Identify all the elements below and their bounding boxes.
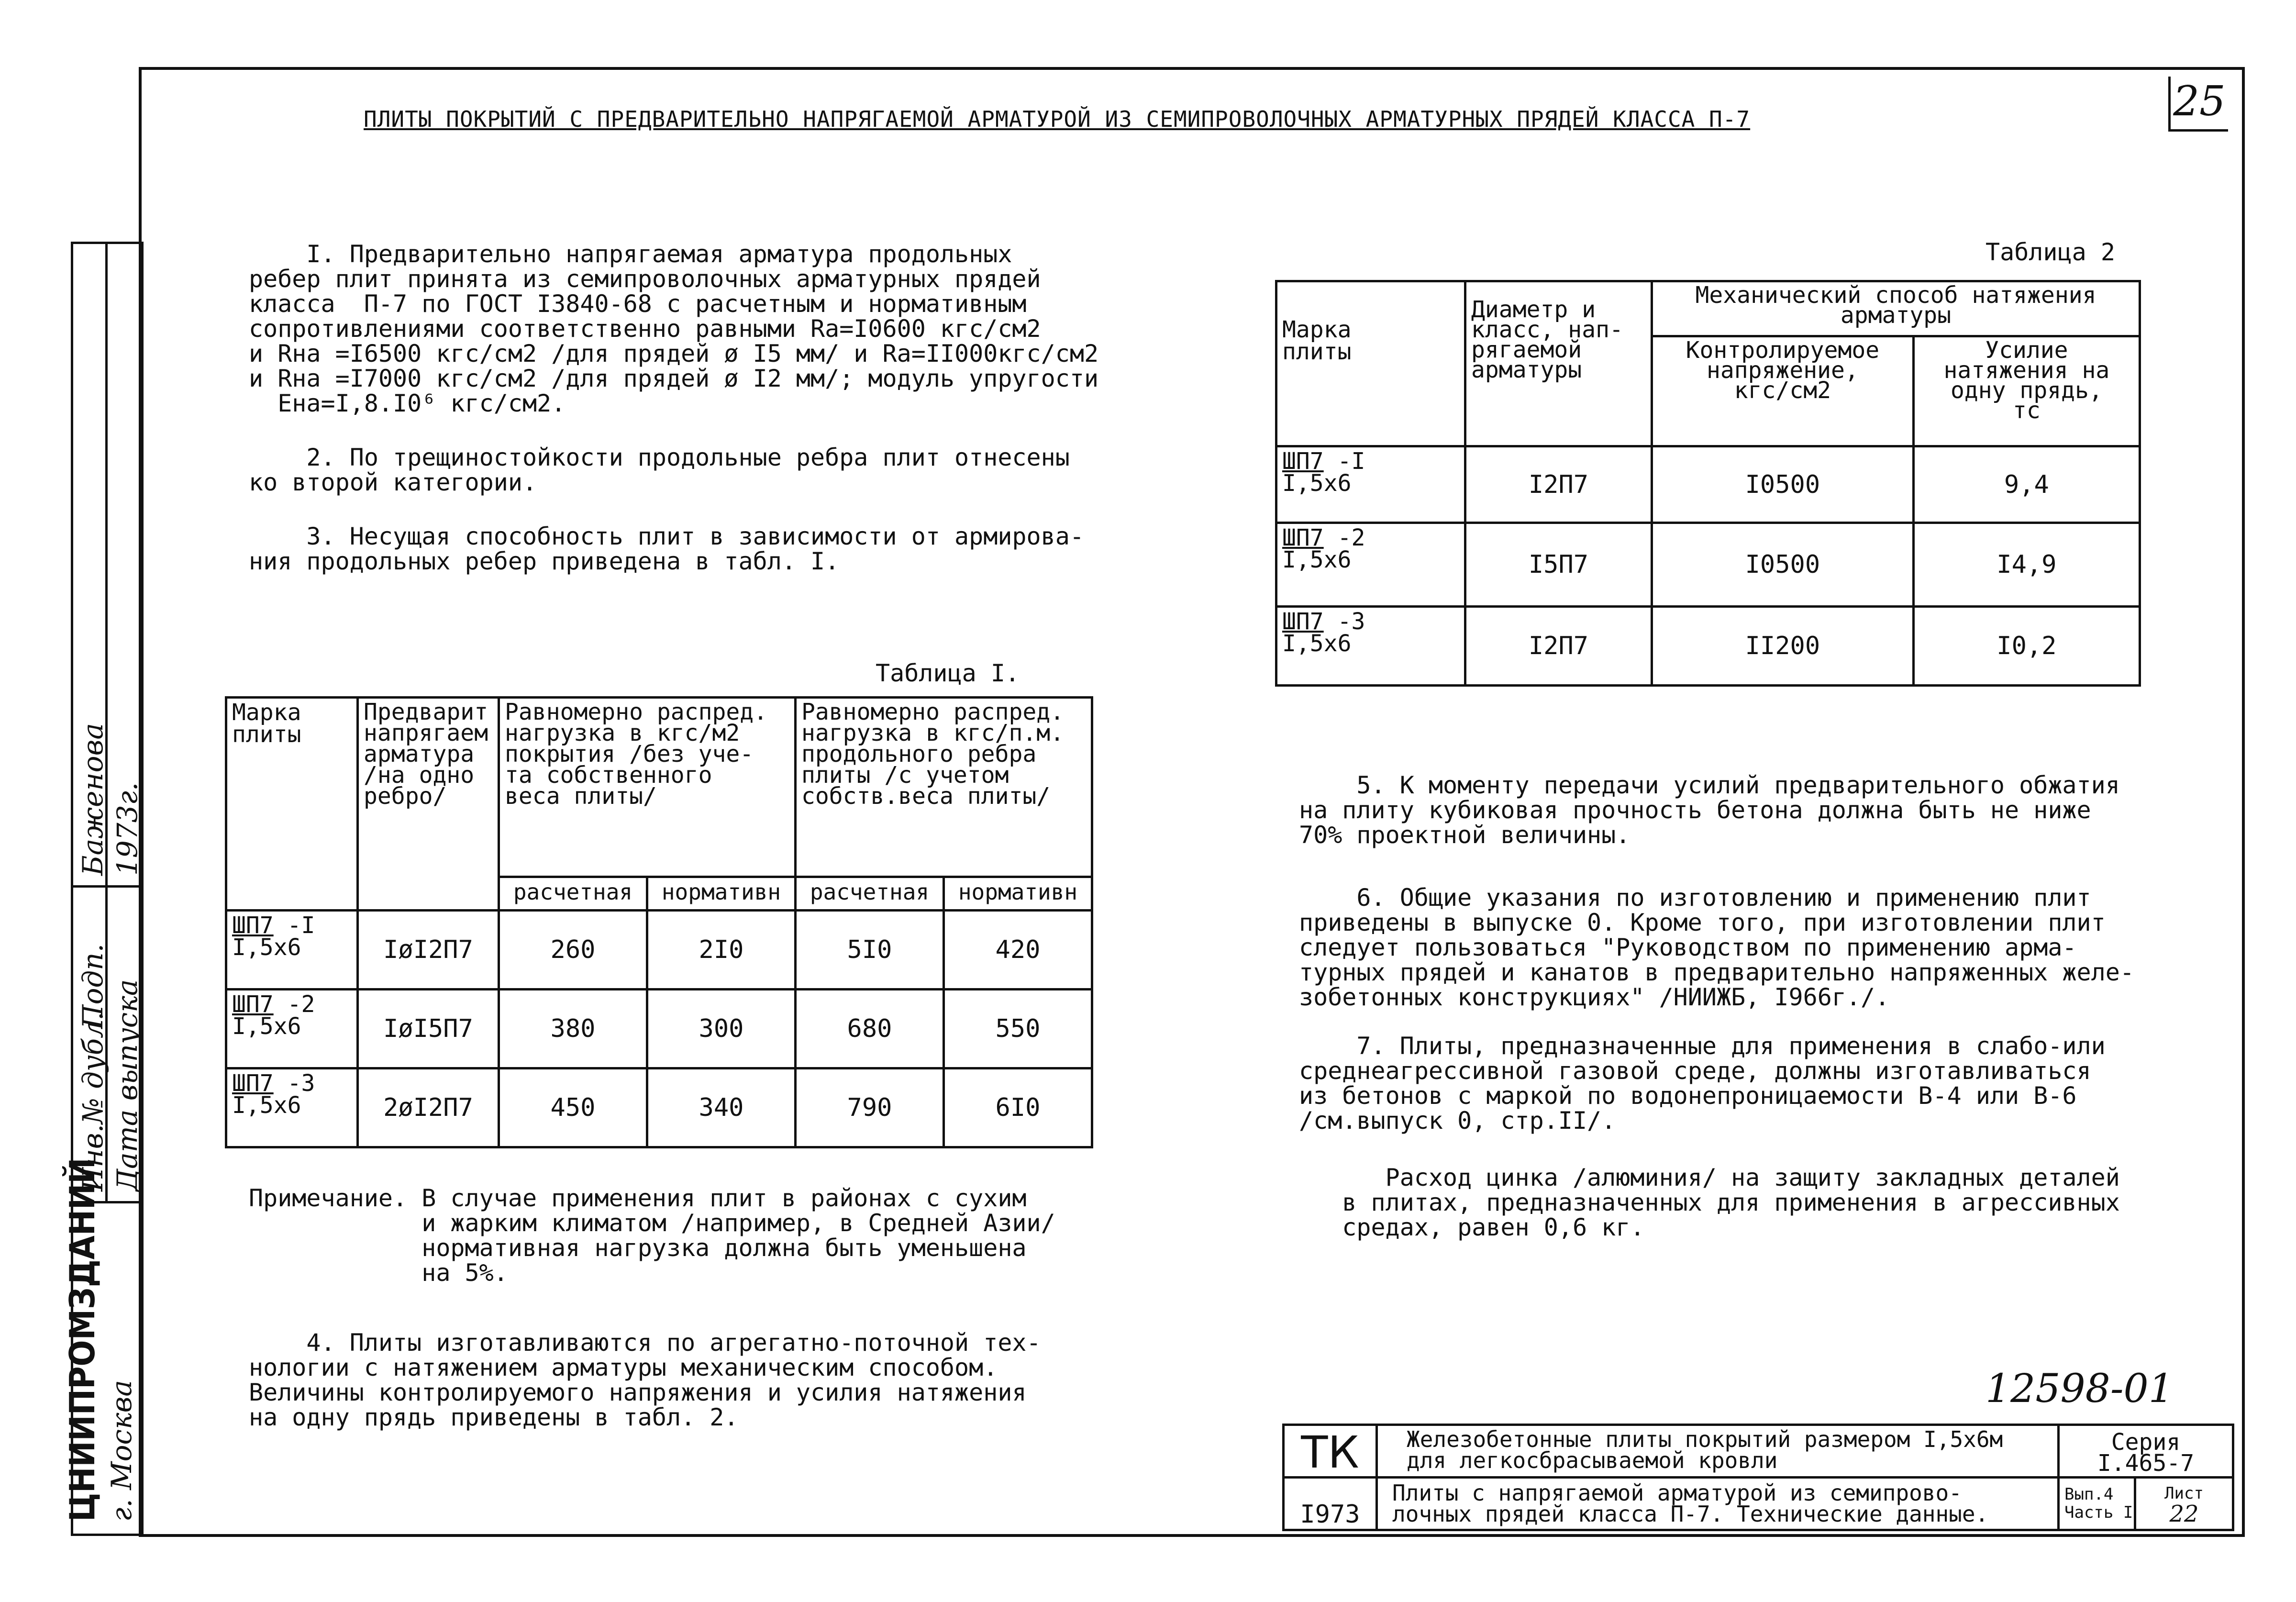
table2-cell: I0,2 [1913,607,2140,686]
table2-sub-2: Усилие натяжения на одну прядь, тс [1913,336,2140,446]
table1-rebar: IøI5П7 [358,990,499,1068]
paragraph-3: 3. Несущая способность плит в зависимости от армирова- ния продольных ребер приведена в табл. I. [249,523,1084,575]
stamp-issue-cell: Вып.4 Часть I [2057,1476,2136,1531]
margin-date-label: Дата выпуска [111,979,144,1191]
table2-caption: Таблица 2 [1985,238,2115,266]
inventory-number: 12598-01 [1985,1366,2174,1412]
table1-sub-1: расчетная [499,877,647,911]
table-row [226,1068,1092,1147]
table2-mark: ШП7 -3 I,5x6 [1276,607,1465,686]
table1-mark: ШП7 -I I,5x6 [226,911,358,990]
margin-city: г. Москва [105,1380,138,1522]
table1 [225,696,1093,1148]
table1-sub-3: расчетная [795,877,943,911]
stamp-title-bottom: Плиты с напрягаемой арматурой из семипрово- лочных прядей класса П-7. Технические данные. [1375,1476,2060,1531]
table1-header-group2: Равномерно распред. нагрузка в кгс/п.м. продольного ребра плиты /с учетом собств.веса плиты/ [795,698,1092,877]
table1-mark: ШП7 -2 I,5x6 [226,990,358,1068]
table1-header-mark: Марка плиты [226,698,358,911]
table2-mark: ШП7 -I I,5x6 [1276,446,1465,523]
table2-header-group: Механический способ натяжения арматуры [1652,281,2140,336]
table1-header-rebar: Предварит напрягаем арматура /на одно ребро/ [358,698,499,911]
table2-cell: 9,4 [1913,446,2140,523]
margin-code: Инв.№ дубл. [77,1012,109,1191]
page-number: 25 [2168,77,2228,132]
margin-divider-vertical [71,242,73,1201]
stamp-year-cell: I973 [1282,1476,1378,1531]
margin-divider-h1 [71,885,139,888]
stamp-title-top: Железобетонные плиты покрытий размером I,5x6м для легкосбрасываемой кровли [1375,1424,2060,1479]
paragraph-1: I. Предварительно напрягаемая арматура продольных ребер плит принята из семипроволочных арматурных прядей класса П-7 по ГОСТ I3840-68 с расчетным и нормативным сопротивлениями соответственно равными Ra=I0600 кгс/см2 и Rнa =I6500 кгс/см2 /для прядей ø I5 мм/ и Ra=II000кгс/см2 и Rнa =I7000 кгс/см2 /для прядей ø I2 мм/; модуль упругости Eнa=I,8.I0⁶ кгс/см2. [249,240,1099,417]
table1-cell: 450 [499,1068,647,1147]
stamp-series-cell: Серия I.465-7 [2057,1424,2234,1479]
table2-header-diam: Диаметр и класс, нап- рягаемой арматуры [1465,281,1652,446]
table1-rebar: IøI2П7 [358,911,499,990]
paragraph-zinc: Расход цинка /алюминия/ на защиту закладных деталей в плитах, предназначенных для применения в агрессивных средах, равен 0,6 кг. [1342,1164,2120,1241]
table1-cell: 2I0 [647,911,795,990]
table1-cell: 6I0 [943,1068,1092,1147]
table2-cell: I0500 [1652,446,1914,523]
page-title: ПЛИТЫ ПОКРЫТИЙ С ПРЕДВАРИТЕЛЬНО НАПРЯГАЕМОЙ АРМАТУРОЙ ИЗ СЕМИПРОВОЛОЧНЫХ АРМАТУРНЫХ ПРЯДЕЙ КЛАССА П-7 [364,106,1751,132]
margin-name: Баженова [77,723,109,876]
table1-cell: 260 [499,911,647,990]
table2-cell: I2П7 [1465,607,1652,686]
margin-year: 1973г. [111,782,144,876]
table2-cell: I5П7 [1465,523,1652,607]
table1-rebar: 2øI2П7 [358,1068,499,1147]
paragraph-2: 2. По трещиностойкости продольные ребра плит отнесены ко второй категории. [249,444,1070,496]
table-row [1276,607,2140,686]
note: Примечание. В случае применения плит в районах с сухим и жарким климатом /например, в Средней Азии/ нормативная нагрузка должна быть уменьшена на 5%. [249,1184,1055,1287]
table1-header-group1: Равномерно распред. нагрузка в кгс/м2 покрытия /без уче- та собственного веса плиты/ [499,698,796,877]
table2-cell: II200 [1652,607,1914,686]
margin-sign: Подп. [77,943,109,1029]
stamp-sheet-cell: Лист 22 [2134,1476,2234,1531]
table1-mark: ШП7 -3 I,5x6 [226,1068,358,1147]
table1-cell: 380 [499,990,647,1068]
table1-cell: 550 [943,990,1092,1068]
table2-mark: ШП7 -2 I,5x6 [1276,523,1465,607]
table1-cell: 5I0 [795,911,943,990]
table1-cell: 680 [795,990,943,1068]
paragraph-6: 6. Общие указания по изготовлению и применению плит приведены в выпуске 0. Кроме того, при изготовлении плит следует пользоваться "Руководством по применению арма- турных прядей и канатов в предварительно напряженных желе- зобетонных конструкциях" /НИИЖБ, I966г./. [1299,884,2134,1011]
table1-sub-4: нормативн [943,877,1092,911]
title-block [1282,1424,2234,1531]
table1-cell: 420 [943,911,1092,990]
stamp-tk-cell: ТК [1282,1424,1378,1479]
table2-header-mark: Марка плиты [1276,281,1465,446]
paragraph-5: 5. К моменту передачи усилий предварительного обжатия на плиту кубиковая прочность бетона должна быть не ниже 70% проектной величины. [1299,771,2120,849]
table1-sub-2: нормативн [647,877,795,911]
table1-cell: 300 [647,990,795,1068]
table1-caption: Таблица I. [876,659,1020,687]
paragraph-7: 7. Плиты, предназначенные для применения в слабо-или среднеагрессивной газовой среде, должны изготавливаться из бетонов с маркой по водонепроницаемости В-4 или В-6 /см.выпуск 0, стр.II/. [1299,1032,2106,1135]
table2-cell: I0500 [1652,523,1914,607]
margin-org: ЦНИИПРОМЗДАНИЙ [62,1157,102,1522]
table2-sub-1: Контролируемое напряжение, кгс/см2 [1652,336,1914,446]
table2-cell: I2П7 [1465,446,1652,523]
table1-cell: 340 [647,1068,795,1147]
table1-cell: 790 [795,1068,943,1147]
table-row [226,990,1092,1068]
table2 [1275,280,2141,687]
paragraph-4: 4. Плиты изготавливаются по агрегатно-поточной тех- нологии с натяжением арматуры механическим способом. Величины контролируемого напряжения и усилия натяжения на одну прядь приведены в табл. 2. [249,1329,1041,1431]
table2-cell: I4,9 [1913,523,2140,607]
table-row [1276,446,2140,523]
table-row [226,911,1092,990]
table-row [1276,523,2140,607]
